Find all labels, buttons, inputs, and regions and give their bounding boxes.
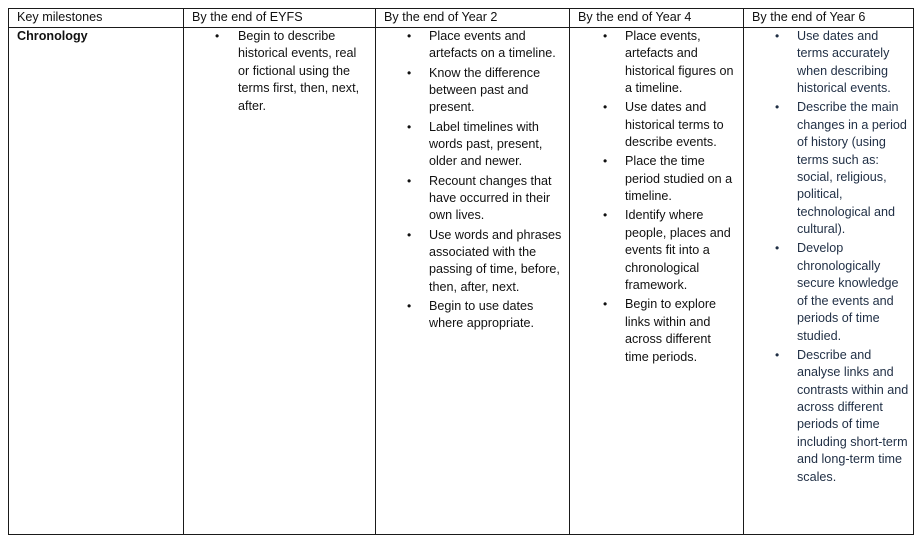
- bullet-item: • Label timelines with words past, present, older and newer.: [376, 119, 569, 171]
- bullet-item: • Recount changes that have occurred in their own lives.: [376, 173, 569, 225]
- bullet-item: • Develop chronologically secure knowledge of the events and periods of time studied.: [744, 240, 913, 344]
- year2-cell: [376, 28, 570, 535]
- eyfs-bullet-list: [184, 28, 375, 115]
- header-key-milestones: Key milestones: [9, 9, 184, 28]
- eyfs-cell: [184, 28, 376, 535]
- year4-bullet-list: [570, 28, 743, 366]
- year4-cell: [570, 28, 744, 535]
- row-label-chronology: Chronology: [9, 28, 184, 535]
- bullet-item: • Use dates and terms accurately when describing historical events.: [744, 28, 913, 98]
- header-year-2: By the end of Year 2: [376, 9, 570, 28]
- bullet-item: • Describe and analyse links and contrasts within and across different periods of time including short-term and long-term time scales.: [744, 347, 913, 486]
- bullet-item: • Begin to use dates where appropriate.: [376, 298, 569, 333]
- header-eyfs: By the end of EYFS: [184, 9, 376, 28]
- chronology-row: [9, 28, 914, 535]
- year2-bullet-list: [376, 28, 569, 333]
- bullet-item: • Place the time period studied on a timeline.: [570, 153, 743, 205]
- header-row: [9, 9, 914, 28]
- year6-cell: [744, 28, 914, 535]
- bullet-item: • Identify where people, places and events fit into a chronological framework.: [570, 207, 743, 294]
- year6-bullet-list: [744, 28, 913, 486]
- milestones-table: [8, 8, 914, 535]
- header-year-6: By the end of Year 6: [744, 9, 914, 28]
- bullet-item: • Describe the main changes in a period of history (using terms such as: social, religious, political, technological and cultural).: [744, 99, 913, 238]
- bullet-item: • Begin to describe historical events, real or fictional using the terms first, then, next, after.: [184, 28, 375, 115]
- bullet-item: • Place events, artefacts and historical figures on a timeline.: [570, 28, 743, 98]
- bullet-item: • Place events and artefacts on a timeline.: [376, 28, 569, 63]
- header-year-4: By the end of Year 4: [570, 9, 744, 28]
- bullet-item: • Use dates and historical terms to describe events.: [570, 99, 743, 151]
- bullet-item: • Know the difference between past and present.: [376, 65, 569, 117]
- bullet-item: • Use words and phrases associated with the passing of time, before, then, after, next.: [376, 227, 569, 297]
- bullet-item: • Begin to explore links within and across different time periods.: [570, 296, 743, 366]
